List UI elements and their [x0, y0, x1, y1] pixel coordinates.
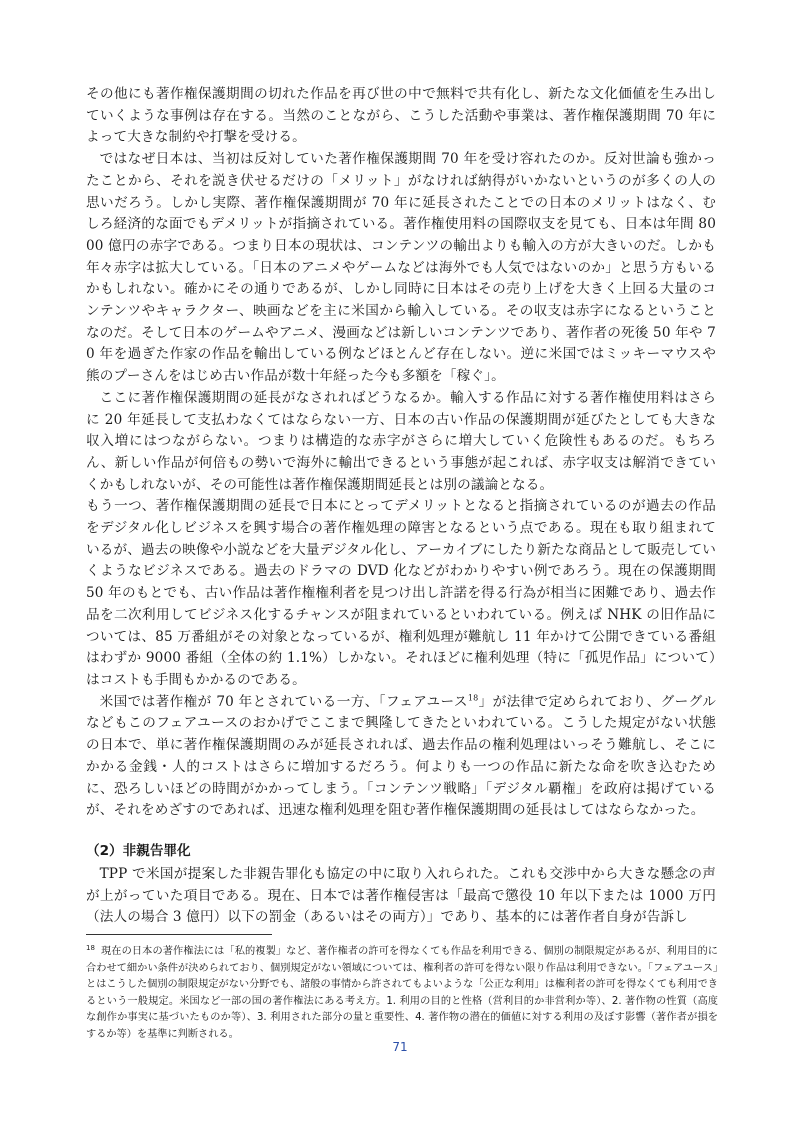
paragraph-5: [86, 692, 716, 822]
body-text: [86, 84, 716, 929]
footnote-number: 18: [86, 943, 95, 952]
section-paragraph: TPP で米国が提案した非親告罪化も協定の中に取り入れられた。これも交渉中から大きな懸念の声が上がっていた項目である。現在、日本では著作権侵害は「最高で懲役 10 年以下または 1000 万円（法人の場合 3 億円）以下の罰金（あるいはその両方）」であり、基本的には著作者自身が告訴し: [86, 865, 716, 926]
footnote-reference[interactable]: 18: [467, 693, 479, 703]
paragraph-4: もう一つ、著作権保護期間の延長で日本にとってデメリットとなると指摘されているのが過去の作品をデジタル化しビジネスを興す場合の著作権処理の障害となるという点である。現在も取り組まれているが、過去の映像や小説などを大量デジタル化し、アーカイブにしたり新たな商品として販売していくようなビジネスである。過去のドラマの DVD 化などがわかりやすい例であろう。現在の保護期間 50 年のもとでも、古い作品は著作権権利者を見つけ出し許諾を得る行為が相当に困難であり、過去作品を二次利用してビジネス化するチャンスが阻まれているといわれている。例えば NHK の旧作品については、85 万番組がその対象となっているが、権利処理が難航し 11 年かけて公開できている番組はわずか 9000 番組（全体の約 1.1%）しかない。それほどに権利処理（特に「孤児作品」について）はコストも手間もかかるのである。: [86, 498, 716, 688]
footnote: [86, 944, 718, 1043]
paragraph-3: ここに著作権保護期間の延長がなされればどうなるか。輸入する作品に対する著作権使用料はさらに 20 年延長して支払わなくてはならない一方、日本の古い作品の保護期間が延びたとしても大きな収入増にはつながらない。つまりは構造的な赤字がさらに増大していく危険性もあるのだ。もちろん、新しい作品が何倍もの勢いで海外に輸出できるという事態が起これば、赤字収支は解消できていくかもしれないが、その可能性は著作権保護期間延長とは別の議論となる。: [86, 389, 716, 493]
page-number: 71: [392, 1040, 408, 1054]
paragraph-5-after: 」が法律で定められており、グーグルなどもこのフェアユースのおかげでここまで興隆してきたといわれている。こうした規定がない状態の日本で、単に著作権保護期間のみが延長されれば、過去作品の権利処理はいっそう難航し、そこにかかる金銭・人的コストはさらに増加するだろう。何よりも一つの作品に新たな命を吹き込むために、恐ろしいほどの時間がかかってしまう。「コンテンツ戦略」「デジタル覇権」を政府は掲げているが、それをめざすのであれば、迅速な権利処理を阻む著作権保護期間の延長はしてはならなかった。: [86, 693, 716, 819]
footnote-text: 現在の日本の著作権法には「私的複製」など、著作権者の許可を得なくても作品を利用できる、個別の制限規定があるが、利用目的に合わせて細かい条件が決められており、個別規定がない領域については、権利者の許可を得ない限り作品は利用できない。「フェアユース」とはこうした個別の制限規定がない分野でも、諸般の事情から許されてもよいような「公正な利用」は権利者の許可を得なくても利用できるという一般規定。米国など一部の国の著作権法にある考え方。1. 利用の目的と性格（営利目的か非営利か等）、2. 著作物の性質（高度な創作か事実に基づいたものか等）、3. 利用された部分の量と重要性、4. 著作物の潜在的価値に対する利用の及ぼす影響（著作者が損をするか等）を基準に判断される。: [86, 946, 718, 1040]
paragraph-1: その他にも著作権保護期間の切れた作品を再び世の中で無料で共有化し、新たな文化価値を生み出していくような事例は存在する。当然のことながら、こうした活動や事業は、著作権保護期間 70 年によって大きな制約や打撃を受ける。: [86, 86, 716, 146]
paragraph-5-before: 米国では著作権が 70 年とされている一方、「フェアユース: [99, 693, 468, 710]
footnote-divider: [86, 934, 272, 935]
section-heading: （2）非親告罪化: [86, 842, 191, 859]
paragraph-2: ではなぜ日本は、当初は反対していた著作権保護期間 70 年を受け容れたのか。反対世論も強かったことから、それを説き伏せるだけの「メリット」がなければ納得がいかないというのが多くの人の思いだろう。しかし実際、著作権保護期間が 70 年に延長されたことでの日本のメリットはなく、むしろ経済的な面でもデメリットが指摘されている。著作権使用料の国際収支を見ても、日本は年間 8000 億円の赤字である。つまり日本の現状は、コンテンツの輸出よりも輸入の方が大きいのだ。しかも年々赤字は拡大している。「日本のアニメやゲームなどは海外でも人気ではないのか」と思う方もいるかもしれない。確かにその通りであるが、しかし同時に日本はその売り上げを大きく上回る大量のコンテンツやキャラクター、映画などを主に米国から輸入している。その収支は赤字になるということなのだ。そして日本のゲームやアニメ、漫画などは新しいコンテンツであり、著作者の死後 50 年や 70 年を過ぎた作家の作品を輸出している例などほとんど存在しない。逆に米国ではミッキーマウスや熊のプーさんをはじめ古い作品が数十年経った今も多額を「稼ぐ」。: [86, 151, 716, 385]
